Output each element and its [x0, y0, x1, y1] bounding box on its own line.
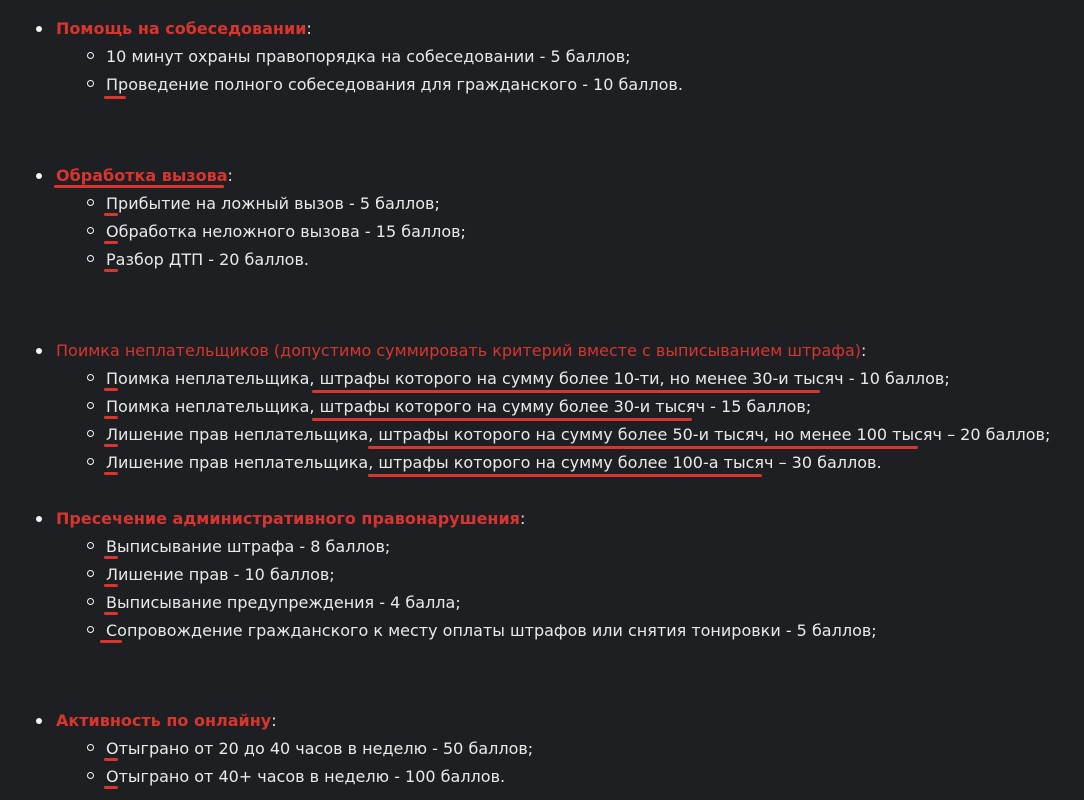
underline-mark	[104, 388, 118, 391]
bullet-icon	[36, 348, 42, 354]
section-heading: Поимка неплательщиков (допустимо суммировать критерий вместе с выписыванием штрафа):	[56, 338, 866, 364]
circle-bullet-icon	[87, 227, 94, 234]
underline-mark	[104, 556, 118, 559]
section-heading: Активность по онлайну:	[56, 708, 277, 734]
circle-bullet-icon	[87, 598, 94, 605]
circle-bullet-icon	[87, 80, 94, 87]
circle-bullet-icon	[87, 744, 94, 751]
list-item: Проведение полного собеседования для гражданского - 10 баллов.	[106, 72, 683, 98]
list-item: Выписывание штрафа - 8 баллов;	[106, 534, 390, 560]
section-title: Обработка вызова	[56, 166, 228, 185]
bullet-icon	[36, 173, 42, 179]
list-item: Поимка неплательщика, штрафы которого на сумму более 30-и тысяч - 15 баллов;	[106, 394, 811, 420]
underline-mark	[104, 786, 118, 789]
section-heading: Пресечение административного правонарушения:	[56, 506, 525, 532]
underline-mark	[104, 213, 118, 216]
underline-mark	[54, 185, 224, 188]
section-title: Активность по онлайну	[56, 711, 272, 730]
circle-bullet-icon	[87, 52, 94, 59]
list-item: Разбор ДТП - 20 баллов.	[106, 247, 309, 273]
list-item: Обработка неложного вызова - 15 баллов;	[106, 219, 466, 245]
bullet-icon	[36, 516, 42, 522]
underline-mark	[104, 269, 118, 272]
underline-mark	[100, 640, 122, 643]
list-item: Отыграно от 40+ часов в неделю - 100 баллов.	[106, 764, 505, 790]
circle-bullet-icon	[87, 374, 94, 381]
underline-mark	[104, 444, 118, 447]
section-title: Пресечение административного правонарушения	[56, 509, 520, 528]
section-title: Помощь на собеседовании	[56, 19, 307, 38]
circle-bullet-icon	[87, 458, 94, 465]
list-item: Лишение прав неплательщика, штрафы которого на сумму более 50-и тысяч, но менее 100 тысяч – 20 баллов;	[106, 422, 1050, 448]
circle-bullet-icon	[87, 255, 94, 262]
list-item: Прибытие на ложный вызов - 5 баллов;	[106, 191, 440, 217]
list-item: Отыграно от 20 до 40 часов в неделю - 50 баллов;	[106, 736, 533, 762]
list-item: Сопровождение гражданского к месту оплаты штрафов или снятия тонировки - 5 баллов;	[106, 618, 877, 644]
circle-bullet-icon	[87, 430, 94, 437]
underline-mark	[104, 416, 118, 419]
underline-mark	[104, 758, 118, 761]
list-item: Выписывание предупреждения - 4 балла;	[106, 590, 461, 616]
underline-mark	[104, 612, 118, 615]
underline-mark	[312, 418, 692, 421]
circle-bullet-icon	[87, 626, 94, 633]
underline-mark	[104, 96, 126, 99]
underline-mark	[368, 446, 918, 449]
circle-bullet-icon	[87, 402, 94, 409]
underline-mark	[104, 241, 118, 244]
list-item: 10 минут охраны правопорядка на собеседовании - 5 баллов;	[106, 44, 631, 70]
section-title: Поимка неплательщиков (допустимо суммировать критерий вместе с выписыванием штрафа)	[56, 341, 861, 360]
circle-bullet-icon	[87, 199, 94, 206]
underline-mark	[368, 474, 762, 477]
underline-mark	[104, 584, 118, 587]
list-item: Лишение прав неплательщика, штрафы которого на сумму более 100-а тысяч – 30 баллов.	[106, 450, 882, 476]
section-heading: Обработка вызова:	[56, 163, 233, 189]
underline-mark	[312, 390, 820, 393]
circle-bullet-icon	[87, 772, 94, 779]
list-item: Лишение прав - 10 баллов;	[106, 562, 335, 588]
underline-mark	[104, 472, 118, 475]
section-heading: Помощь на собеседовании:	[56, 16, 312, 42]
bullet-icon	[36, 26, 42, 32]
bullet-icon	[36, 718, 42, 724]
circle-bullet-icon	[87, 542, 94, 549]
list-item: Поимка неплательщика, штрафы которого на сумму более 10-ти, но менее 30-и тысяч - 10 баллов;	[106, 366, 950, 392]
circle-bullet-icon	[87, 570, 94, 577]
